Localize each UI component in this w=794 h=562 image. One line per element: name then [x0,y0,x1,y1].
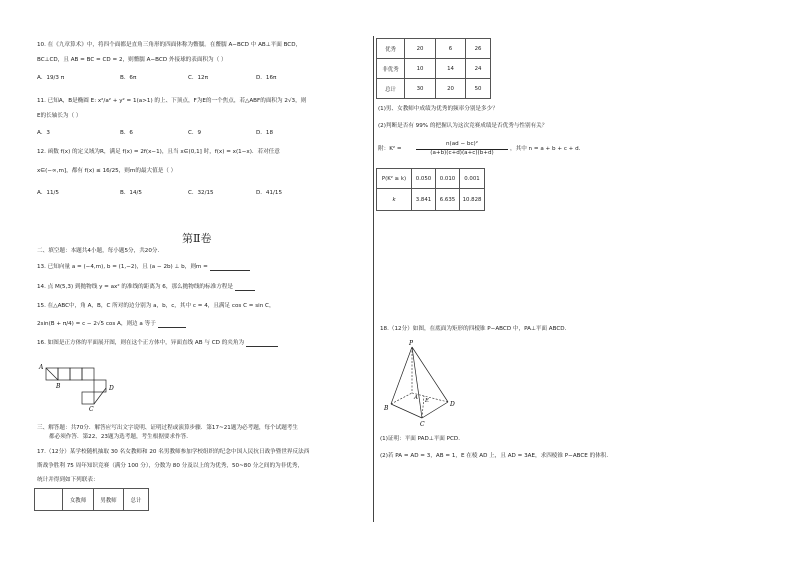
q17-table-body [376,38,491,99]
formula-suffix: ，其中 n = a + b + c + d． [510,146,585,152]
edge-pd [412,347,448,402]
q16-text: 16. 如图是正方体的平面展开图，则在这个正方体中，异面直线 AB 与 CD 的夹角为 [37,340,245,346]
q16-answer-blank[interactable] [246,340,278,347]
cube-net-figure [38,362,128,412]
net-square-4 [82,368,94,380]
cell: 0.001 [460,169,485,189]
q13-answer-blank[interactable] [210,264,250,271]
cell: 10.828 [460,189,485,211]
q13-text: 13. 已知向量 a = (−4,m), b = (1,−2)，且 (a − 2b) ⊥ b，则m = [37,264,208,270]
cell: 3.841 [412,189,436,211]
cell: 24 [466,59,491,79]
q17-line3: 统计并得到如下列联表： [37,477,99,483]
q12-choice-a: A．11/5 [37,190,59,196]
q10-choice-c: C．12π [188,75,208,81]
table-row [377,169,485,189]
cell: P(K² ≥ k) [377,169,412,189]
q18-part1: (1)证明：平面 PAD⊥平面 PCD． [380,436,464,442]
table-row [377,79,491,99]
pyramid-figure [384,340,474,430]
edge-pc [412,347,422,418]
table-row [377,39,491,59]
table-header-male: 男教师 [94,489,124,511]
edge-cd [422,402,448,418]
cell: 26 [466,39,491,59]
cell: 30 [405,79,436,99]
cell: 20 [405,39,436,59]
segment-cd [94,388,106,404]
cell: 0.050 [412,169,436,189]
q15-line1: 15. 在△ABC中，角 A，B，C 所对的边分别为 a，b，c，其中 c = 4，且满足 cos C = sin C， [37,303,275,309]
q12-line2: x∈(−∞,m]，都有 f(x) ≤ 16/25，则m的最大值是（ ） [37,168,177,174]
q10-line2: BC⊥CD，且 AB = BC = CD = 2，则鳖臑 A−BCD 外接球的表面积为（ ） [37,57,227,63]
solve-header-line1: 三、解答题：共70分．解答应写出文字说明、证明过程或演算步骤．第17~21题为必考题，每个试题考生 [37,425,298,431]
q18-intro: 18.（12分）如图，在底面为矩形的四棱锥 P−ABCD 中，PA⊥平面 ABCD． [380,326,571,332]
label-d: D [450,401,455,408]
q17-part1: (1)男、女教师中成绩为优秀的频率分别是多少？ [378,106,498,112]
q11-choice-d: D．18 [256,130,274,136]
row-label: 非优秀 [377,59,405,79]
label-e: E [425,398,430,404]
q12-line1: 12. 函数 f(x) 的定义域为R，满足 f(x) = 2f(x−1)，且当 x∈(0,1] 时，f(x) = x(1−x)．若对任意 [37,149,280,155]
label-c: C [420,421,425,428]
cell: 10 [405,59,436,79]
q17-part2: (2)判断是否有 99% 的把握认为这次竞赛成绩是否优秀与性别有关？ [378,123,548,129]
q11-line2: E的长轴长为（ ） [37,113,82,119]
q13 [37,264,250,271]
label-a: A [39,364,44,371]
cell: 0.010 [436,169,460,189]
segment-ce-hidden [422,396,424,418]
q11-line1: 11. 已知A，B是椭圆 E: x²/a² + y² = 1(a>1) 的上、下顶点，F为E的一个焦点，若△ABF的面积为 2√3，则 [37,98,307,104]
q17-line1: 17.（12分）某学校随机抽取 30 名女教师和 20 名男教师参加学校组织的纪念中国人民抗日战争暨世界反法西 [37,449,310,455]
q11-choice-c: C．9 [188,130,202,136]
label-a: A [414,395,418,401]
cell: 14 [436,59,466,79]
formula-denominator: (a+b)(c+d)(a+c)(b+d) [430,150,494,156]
solve-header-line2: 都必须作答．第22、23题为选考题，考生根据要求作答． [49,434,192,440]
q16 [37,340,278,347]
q11-choice-a: A．3 [37,130,50,136]
q14-answer-blank[interactable] [235,284,255,291]
cube-net-squares [46,368,106,404]
net-square-6 [82,392,94,404]
q18-part2: (2)若 PA = AD = 3，AB = 1，E 在棱 AD 上，且 AD = 3AE，求四棱锥 P−ABCE 的体积． [380,453,612,459]
q17-line2: 斯战争胜利 75 周年知识竞赛（满分 100 分），分数为 80 分及以上的为优秀，50~80 分之间的为非优秀， [37,463,304,469]
row-label: 优秀 [377,39,405,59]
table-row [377,59,491,79]
fill-in-header: 二、填空题：本题共4小题，每小题5分，共20分． [37,248,164,254]
critical-value-table [376,168,485,211]
q12-choice-d: D．41/15 [256,190,283,196]
formula-prefix: 附：K² = [378,146,402,152]
cell: 6.635 [436,189,460,211]
table-row [377,189,485,211]
row-label: 总计 [377,79,405,99]
table-header-female: 女教师 [63,489,94,511]
cell: 6 [436,39,466,59]
edge-pb [391,347,412,404]
label-b: B [56,383,61,390]
q14-text: 14. 点 M(5,3) 到抛物线 y = ax² 的准线的距离为 6，那么抛物线的标准方程是 [37,284,233,290]
q15-text: 2sin(B + π/4) = c − 2√5 cos A，则边 a 等于 [37,321,156,327]
q11-choice-b: B．6 [120,130,133,136]
label-d: D [109,385,114,392]
q12-choice-c: C．32/15 [188,190,214,196]
table-header-corner [35,489,63,511]
label-b: B [384,405,389,412]
q15-line2 [37,321,186,328]
left-column [0,0,374,562]
right-column [376,0,794,562]
q10-choice-d: D．16π [256,75,277,81]
q10-choice-a: A．19/3 π [37,75,65,81]
table-header-total: 总计 [124,489,149,511]
segment-ab [46,368,58,380]
cell: 20 [436,79,466,99]
q10-choice-b: B．6π [120,75,137,81]
section-title: 第Ⅱ卷 [182,232,212,245]
edge-bc [391,404,422,418]
q14 [37,284,255,291]
net-square-3 [70,368,82,380]
formula-numerator: n(ad − bc)² [445,141,478,147]
cell: k [377,189,412,211]
cell: 50 [466,79,491,99]
q17-table-header [34,488,149,511]
label-c: C [89,406,94,413]
q10-line1: 10. 在《九章算术》中，将四个面都是直角三角形的四面体称为鳖臑。在鳖臑 A−BCD 中 AB⊥平面 BCD， [37,42,302,48]
label-p: P [409,340,414,347]
q15-answer-blank[interactable] [158,321,186,328]
q12-choice-b: B．14/5 [120,190,142,196]
net-square-2 [58,368,70,380]
